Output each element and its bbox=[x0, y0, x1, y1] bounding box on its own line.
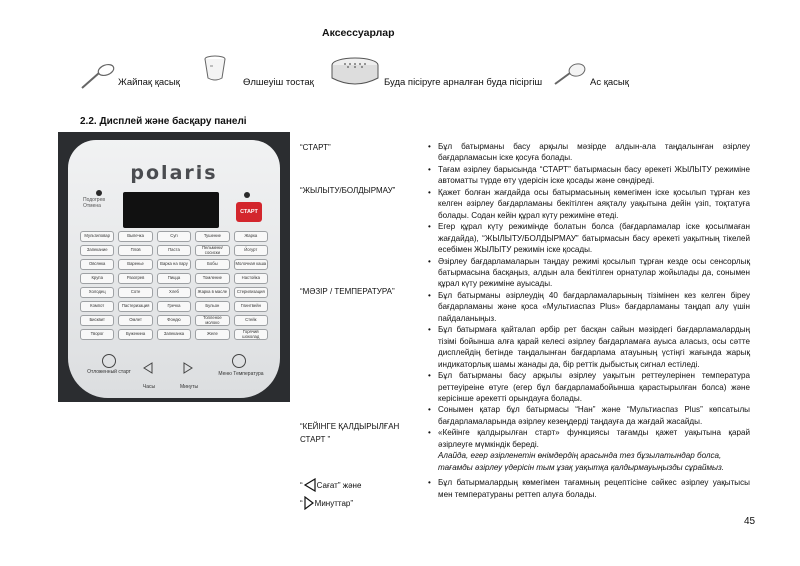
hours-triangle-icon bbox=[142, 362, 154, 374]
term-delay-line1: “КЕЙІНГЕ ҚАЛДЫРЫЛҒАН bbox=[300, 422, 400, 431]
program-button: Соте bbox=[118, 287, 152, 298]
desc-start-2: • Тағам әзірлеу барысында “СТАРТ” батырмасын басу әрекеті ЖЫЛЫТУ режиміне автоматты түрде өту үдерісін іске қосады және сөндіреді. bbox=[428, 164, 750, 187]
program-button: Желе bbox=[195, 329, 229, 340]
reheat-indicator-icon bbox=[96, 190, 102, 196]
clock-icon bbox=[102, 354, 116, 368]
program-buttons-grid bbox=[80, 231, 268, 340]
menu-temperature-label: Меню Температура bbox=[218, 371, 264, 377]
desc-start-1: • Бұл батырманы басу арқылы мәзірде алдын-ала таңдалынған әзірлеу бағдарламасын іске қосуға болады. bbox=[428, 141, 750, 164]
minutes-triangle-icon bbox=[182, 362, 194, 374]
program-button: Томление bbox=[195, 273, 229, 284]
program-button: Крупа bbox=[80, 273, 114, 284]
program-button: Холодец bbox=[80, 287, 114, 298]
program-button: Йогурт bbox=[234, 245, 268, 256]
delayed-start-label: Отложенный старт bbox=[87, 369, 131, 375]
program-button: Плов bbox=[118, 245, 152, 256]
program-button: Бульон bbox=[195, 301, 229, 312]
page-number: 45 bbox=[744, 516, 756, 527]
program-button: Буженина bbox=[118, 329, 152, 340]
desc-reheat-1: • Қажет болған жағдайда осы батырмасының көмегімен іске қосылып тұрған кез келген әзірлеу бағдарламаны бекітілген аяқталу уақытына дейін үзіп, тоқтатуға болады. Содан кейін құрал күту режиміне өтеді. bbox=[428, 187, 750, 221]
program-button: Варенье bbox=[118, 259, 152, 270]
term-minutes: Минуттар” bbox=[314, 499, 354, 508]
desc-delay-1: • «Кейінге қалдырылған старт» функциясы тағамды қажет уақытына қарай әзірлеуге мүмкіндік береді. bbox=[428, 427, 750, 450]
program-button: Стерилизация bbox=[234, 287, 268, 298]
minutes-arrow-icon bbox=[303, 496, 315, 510]
program-button: Суп bbox=[157, 231, 191, 242]
term-hours-row: “ Сағат” және bbox=[300, 478, 361, 492]
program-button: Паста bbox=[157, 245, 191, 256]
desc-reheat-2: • Егер құрал күту режимінде болатын болса (бағдарламалар іске қосылмаған жағдайда), “ЖЫЛЫТУ/БОЛДЫРМАУ” батырмасын басу әрекеті уақытның тікелей есебімен ЖЫЛЫТУ режимін іске қосады. bbox=[428, 221, 750, 255]
control-panel-photo bbox=[58, 132, 290, 402]
desc-menu-5: • Сонымен қатар бұл батырмасы “Нан” және “Мультиаспаз Plus” көпсатылы бағдарламаларында әзірлеу кезеңдерді таңдауға да жағдай жасайды. bbox=[428, 404, 750, 427]
program-button: Горячий шоколад bbox=[234, 329, 268, 340]
program-button: Выпечка bbox=[118, 231, 152, 242]
desc-menu-2: • Бұл батырманы әзірлеудің 40 бағдарламаларының тізімінен кез келген біреу бағдарламаны және қоса «Мультиаспаз Plus» бағдарламаны таңдап алу үшін пайдаланыңыз. bbox=[428, 290, 750, 324]
program-button: Овсянка bbox=[80, 259, 114, 270]
program-button: Настойка bbox=[234, 273, 268, 284]
program-button: Пицца bbox=[157, 273, 191, 284]
descriptions-column bbox=[428, 141, 750, 500]
desc-menu-3: • Бұл батырмаға қайталап әрбір рет басқан сайын мәзірдегі бағдарламалардың тізімі бойынша алға қарай келесі әзірлеу бағдарламаға ауыса аласыз, осы сәтте дисплейдің бетінде таңдалынған бағдарлама атауының үстіңгі жағында жарық индикаторлық шамы жанады да, бір реттік дыбыстық сигнал естіледі. bbox=[428, 324, 750, 370]
start-indicator-icon bbox=[244, 192, 250, 198]
accessory-label-flat-spoon: Жайпақ қасық bbox=[118, 77, 180, 88]
program-button: Пастеризация bbox=[118, 301, 152, 312]
minutes-label: Минуты bbox=[179, 384, 199, 390]
term-menu: “МӘЗІР / ТЕМПЕРАТУРА” bbox=[300, 287, 395, 296]
program-button: Молочная каша bbox=[234, 259, 268, 270]
program-button: Запеканка bbox=[157, 329, 191, 340]
program-button: Глинтвейн bbox=[234, 301, 268, 312]
program-button: Тушение bbox=[195, 231, 229, 242]
program-button: Разогрев bbox=[118, 273, 152, 284]
control-panel-face bbox=[68, 140, 280, 398]
program-button: Компот bbox=[80, 301, 114, 312]
program-button: Запекание bbox=[80, 245, 114, 256]
program-button: Топленое молоко bbox=[195, 315, 229, 326]
lcd-display bbox=[123, 192, 219, 228]
term-minutes-row: “ Минуттар” bbox=[300, 496, 353, 510]
accessory-label-measuring-cup: Өлшеуіш тостақ bbox=[243, 77, 314, 88]
term-start: “СТАРТ” bbox=[300, 143, 331, 152]
hours-label: Часы bbox=[142, 384, 156, 390]
menu-icon bbox=[232, 354, 246, 368]
ladle-icon bbox=[552, 60, 588, 100]
reheat-cancel-label: Подогрев Отмена bbox=[83, 197, 106, 209]
program-button: Фондю bbox=[157, 315, 191, 326]
program-button: Пельмени/ сосиски bbox=[195, 245, 229, 256]
program-button: Бисквит bbox=[80, 315, 114, 326]
desc-menu-4: • Бұл батырманы басу арқылы әзірлеу уақытын реттеулерінен температура реттеуіреіне өтуге (егер бұл бағдарламабойынша қарастырылған болса) және керісінше әрекетті орындауға болады. bbox=[428, 370, 750, 404]
program-button: Творог bbox=[80, 329, 114, 340]
hours-arrow-icon bbox=[303, 478, 317, 492]
program-button: Жарка bbox=[234, 231, 268, 242]
brand-logo: polaris bbox=[130, 162, 218, 184]
program-button: Стейк bbox=[234, 315, 268, 326]
term-hours: Сағат” және bbox=[316, 481, 362, 490]
program-button: Гречка bbox=[157, 301, 191, 312]
term-reheat: “ЖЫЛЫТУ/БОЛДЫРМАУ” bbox=[300, 186, 396, 195]
accessory-label-steamer: Буда пісіруге арналған буда пісіргіш bbox=[384, 77, 543, 88]
program-button: Омлет bbox=[118, 315, 152, 326]
program-button: Хлеб bbox=[157, 287, 191, 298]
accessory-label-ladle: Ас қасық bbox=[590, 77, 629, 88]
program-button: Бобы bbox=[195, 259, 229, 270]
desc-hours-1: • Бұл батырмалардың көмегімен тағамның рецептісіне сәйкес әзірлеу уақытысы мен температураны реттеп алуға болады. bbox=[428, 477, 750, 500]
measuring-cup-icon bbox=[202, 54, 228, 94]
program-button: Жарка в масле bbox=[195, 287, 229, 298]
term-delay-line2: СТАРТ ” bbox=[300, 435, 331, 444]
program-button: Варка на пару bbox=[157, 259, 191, 270]
desc-menu-1: • Әзірлеу бағдарламаларын таңдау режимі қосылып тұрған кезде осы сенсорлық батырмасына басқаңыз, алдын ала бекітілген орнатулар жойылады да, сонымен құрал күту режиміне ауысады. bbox=[428, 256, 750, 290]
panel-start-button: СТАРТ bbox=[236, 202, 262, 222]
flat-spoon-icon bbox=[78, 58, 118, 98]
section-heading: 2.2. Дисплей және басқару панелі bbox=[80, 116, 247, 127]
desc-delay-note: Алайда, егер әзірленетін өнімдердің арасында тез бұзылатындар болса, тағамды әзірлеу үдерісін тым ұзақ уақытқа қалдырмауыңызды сұраймыз. bbox=[438, 451, 725, 472]
accessories-title: Аксессуарлар bbox=[322, 27, 395, 39]
steamer-basket-icon bbox=[330, 56, 380, 96]
program-button: Мультиповар bbox=[80, 231, 114, 242]
